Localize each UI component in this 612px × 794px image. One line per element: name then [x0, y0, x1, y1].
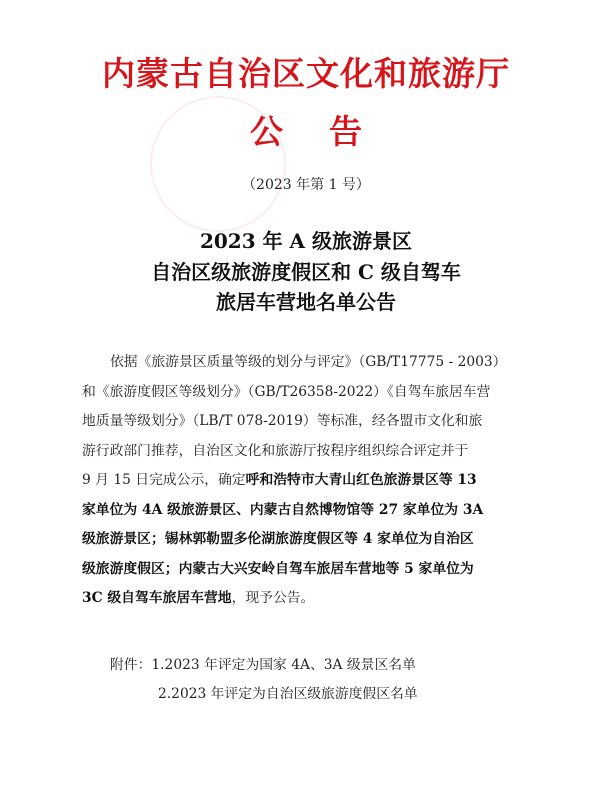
title-line-3: 旅居车营地名单公告 — [216, 290, 396, 314]
attachment-item-1-text: 1.2023 年评定为国家 4A、3A 级景区名单 — [151, 657, 416, 673]
body-line-9 — [82, 584, 558, 614]
attachment-item-2: 2.2023 年评定为自治区级旅游度假区名单 — [158, 686, 418, 702]
body-line-5-text: 9 月 15 日完成公示，确定 — [82, 472, 246, 488]
body-line-2: 和《旅游度假区等级划分》（GB/T26358-2022）《自驾车旅居车营 — [82, 383, 491, 400]
attachments-section — [110, 651, 418, 709]
attachments-label: 附件： — [110, 657, 152, 673]
document-title — [0, 226, 612, 318]
body-line-3: 地质量等级划分》（LB/T 078-2019）等标准，经各盟市文化和旅 — [82, 413, 483, 429]
body-line-1: 依据《旅游景区质量等级的划分与评定》（GB/T17775 - 2003） — [110, 354, 507, 370]
body-line-9-text: ，现予公告。 — [231, 590, 315, 606]
body-line-7 — [82, 525, 558, 555]
body-line-6-bold: 家单位为 4A 级旅游景区、内蒙古自然博物馆等 27 家单位为 3A — [82, 501, 484, 518]
body-line-5-bold: 呼和浩特市大青山红色旅游景区等 13 — [245, 472, 477, 488]
body-line-4: 游行政部门推荐，自治区文化和旅游厅按程序组织综合评定并于 — [82, 442, 469, 459]
attachment-item-1 — [110, 651, 418, 680]
body-line-5 — [82, 466, 558, 496]
notice-body — [82, 348, 558, 614]
body-line-8-bold: 级旅游度假区；内蒙古大兴安岭自驾车旅居车营地等 5 家单位为 — [82, 560, 474, 577]
title-line-2: 自治区级旅游度假区和 C 级自驾车 — [151, 259, 461, 284]
body-line-7-bold: 级旅游景区；锡林郭勒盟多伦湖旅游度假区等 4 家单位为自治区 — [82, 531, 474, 547]
title-line-1: 2023 年 A 级旅游景区 — [199, 229, 413, 253]
notice-heading: 公告 — [250, 112, 408, 151]
body-line-9-bold: 3C 级自驾车旅居车营地 — [82, 590, 232, 606]
body-line-8 — [82, 555, 558, 585]
issuing-authority: 内蒙古自治区文化和旅游厅 — [102, 54, 510, 93]
body-line-6 — [82, 496, 558, 526]
document-number: （2023 年第 1 号） — [242, 177, 370, 193]
